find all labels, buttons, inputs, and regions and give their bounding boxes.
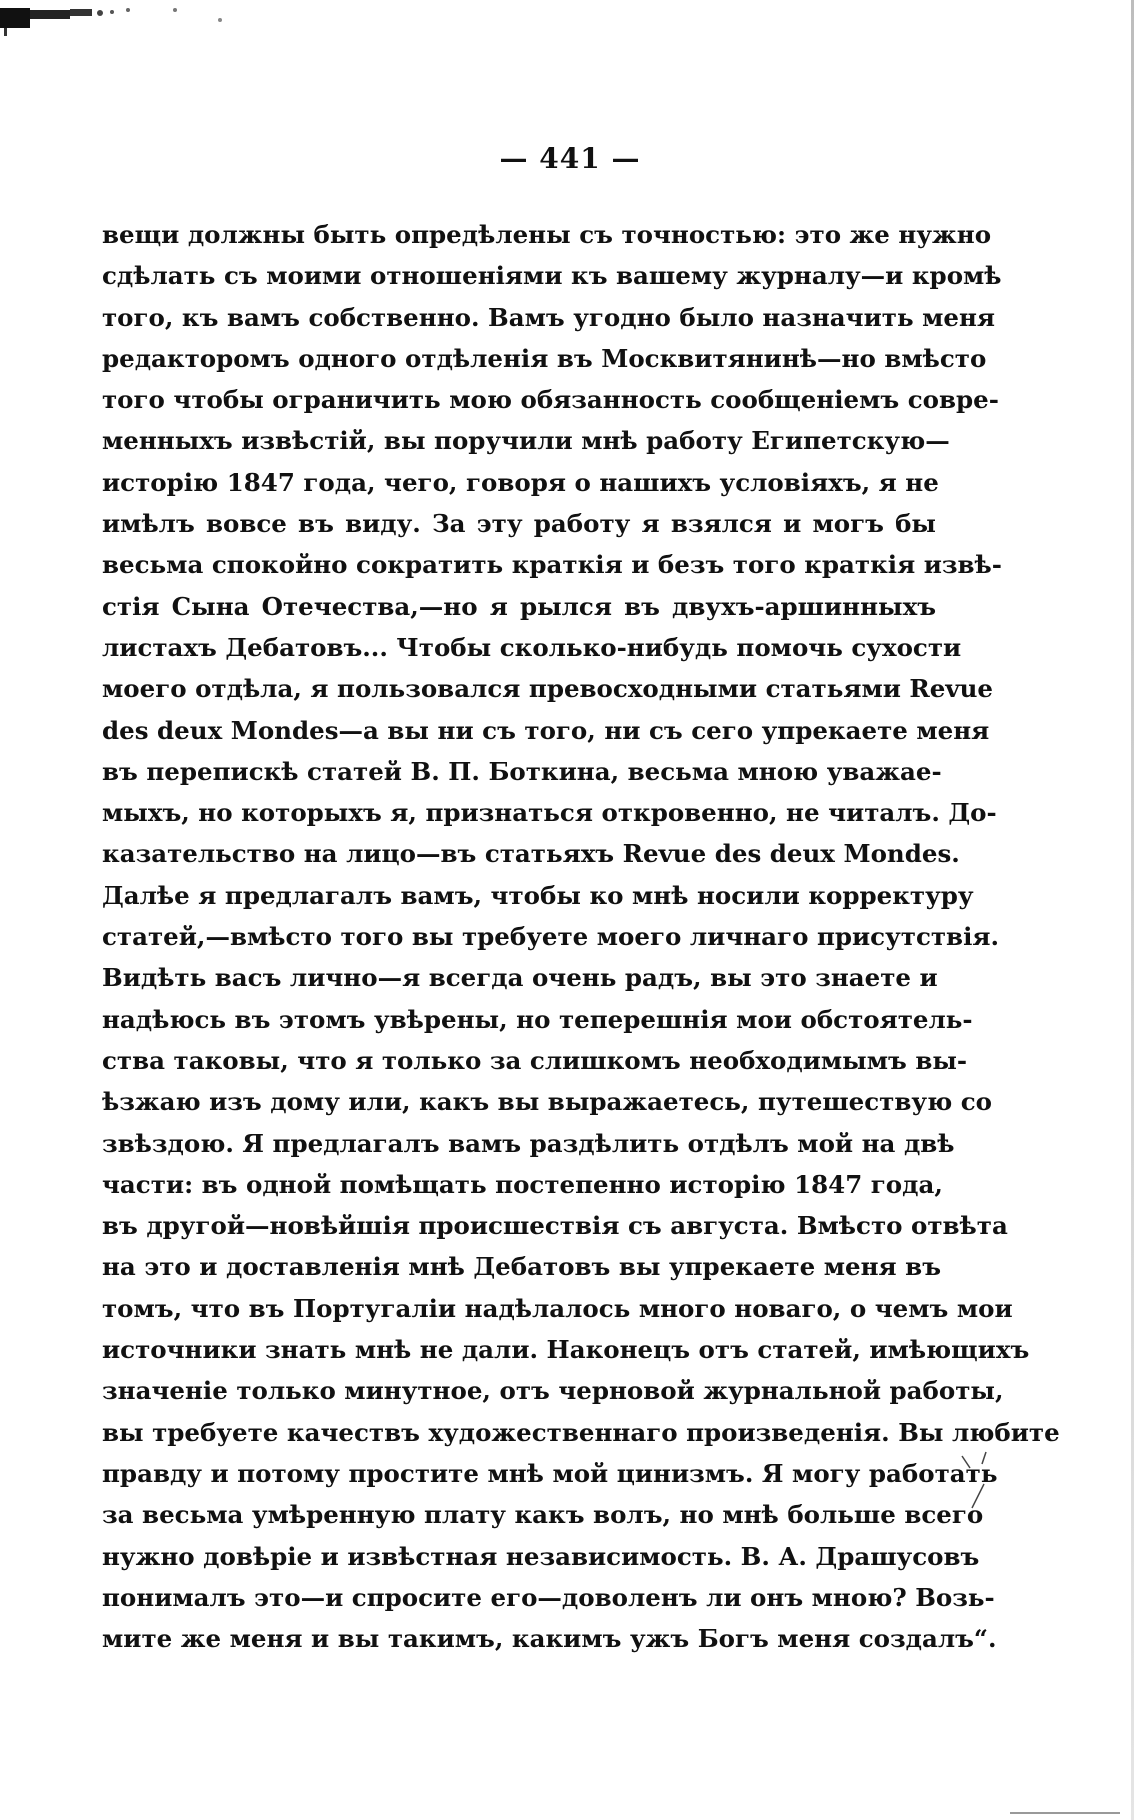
text-line: казательство на лицо—въ статьяхъ Revue des deux Mondes.: [102, 839, 960, 869]
text-line: въ другой—новѣйшія происшествія съ августа. Вмѣсто отвѣта: [102, 1211, 1008, 1241]
text-line: des deux Mondes—а вы ни съ того, ни съ сего упрекаете меня: [102, 715, 990, 745]
text-line: моего отдѣла, я пользовался превосходными статьями Revue: [102, 674, 994, 704]
ink-smudge-mark: [0, 0, 230, 40]
bottom-edge-line: [1010, 1812, 1120, 1814]
text-line: томъ, что въ Португаліи надѣлалось много новаго, о чемъ мои: [102, 1293, 1013, 1323]
text-line: на это и доставленія мнѣ Дебатовъ вы упрекаете меня въ: [102, 1252, 941, 1282]
text-line: менныхъ извѣстій, вы поручили мнѣ работу Египетскую—: [102, 426, 950, 456]
text-line: за весьма умѣренную плату какъ волъ, но мнѣ больше всего: [102, 1500, 984, 1530]
text-line: источники знать мнѣ не дали. Наконецъ отъ статей, имѣющихъ: [102, 1335, 1030, 1365]
text-line: значеніе только минутное, отъ черновой журнальной работы,: [102, 1376, 1004, 1406]
text-line: звѣздою. Я предлагалъ вамъ раздѣлить отдѣлъ мой на двѣ: [102, 1128, 955, 1158]
text-line: того чтобы ограничить мою обязанность сообщеніемъ совре-: [102, 385, 999, 415]
text-line: имѣлъ вовсе въ виду. За эту работу я взялся и могъ бы: [102, 509, 936, 539]
text-line: мыхъ, но которыхъ я, признаться откровенно, не читалъ. До-: [102, 798, 997, 828]
text-line: редакторомъ одного отдѣленія въ Москвитянинѣ—но вмѣсто: [102, 343, 987, 373]
text-line: ѣзжаю изъ дому или, какъ вы выражаетесь, путешествую со: [102, 1087, 992, 1117]
page-number: — 441 —: [499, 142, 641, 175]
text-line: весьма спокойно сократить краткія и безъ того краткія извѣ-: [102, 550, 1002, 580]
text-line: статей,—вмѣсто того вы требуете моего личнаго присутствія.: [102, 922, 1000, 952]
text-line: листахъ Дебатовъ... Чтобы сколько-нибудь помочь сухости: [102, 632, 962, 662]
text-line: исторію 1847 года, чего, говоря о нашихъ условіяхъ, я не: [102, 467, 939, 497]
body-text: [102, 214, 1060, 1659]
text-line: вещи должны быть опредѣлены съ точностью: это же нужно: [102, 220, 992, 249]
page-edge-line: [1131, 0, 1134, 1820]
text-line: понималъ это—и спросите его—доволенъ ли онъ мною? Возь-: [102, 1582, 995, 1612]
text-line: Далѣе я предлагалъ вамъ, чтобы ко мнѣ носили корректуру: [102, 880, 974, 910]
text-line: того, къ вамъ собственно. Вамъ угодно было назначить меня: [102, 302, 996, 332]
margin-pencil-mark: [956, 1450, 996, 1520]
text-line: Видѣть васъ лично—я всегда очень радъ, вы это знаете и: [102, 963, 938, 993]
text-line: въ перепискѣ статей В. П. Боткина, весьма мною уважае-: [102, 756, 942, 786]
text-line: мите же меня и вы такимъ, какимъ ужъ Богъ меня создалъ“.: [102, 1624, 997, 1654]
text-line: вы требуете качествъ художественнаго произведенія. Вы любите: [102, 1417, 1060, 1447]
text-line: стія Сына Отечества,—но я рылся въ двухъ-аршинныхъ: [102, 591, 936, 621]
text-line: надѣюсь въ этомъ увѣрены, но теперешнія мои обстоятель-: [102, 1004, 973, 1034]
text-line: нужно довѣріе и извѣстная независимость. В. А. Драшусовъ: [102, 1541, 980, 1571]
text-line: части: въ одной помѣщать постепенно исторію 1847 года,: [102, 1169, 943, 1199]
text-line: сдѣлать съ моими отношеніями къ вашему журналу—и кромѣ: [102, 261, 1002, 291]
text-line: правду и потому простите мнѣ мой цинизмъ. Я могу работать: [102, 1458, 998, 1488]
text-line: ства таковы, что я только за слишкомъ необходимымъ вы-: [102, 1045, 968, 1075]
